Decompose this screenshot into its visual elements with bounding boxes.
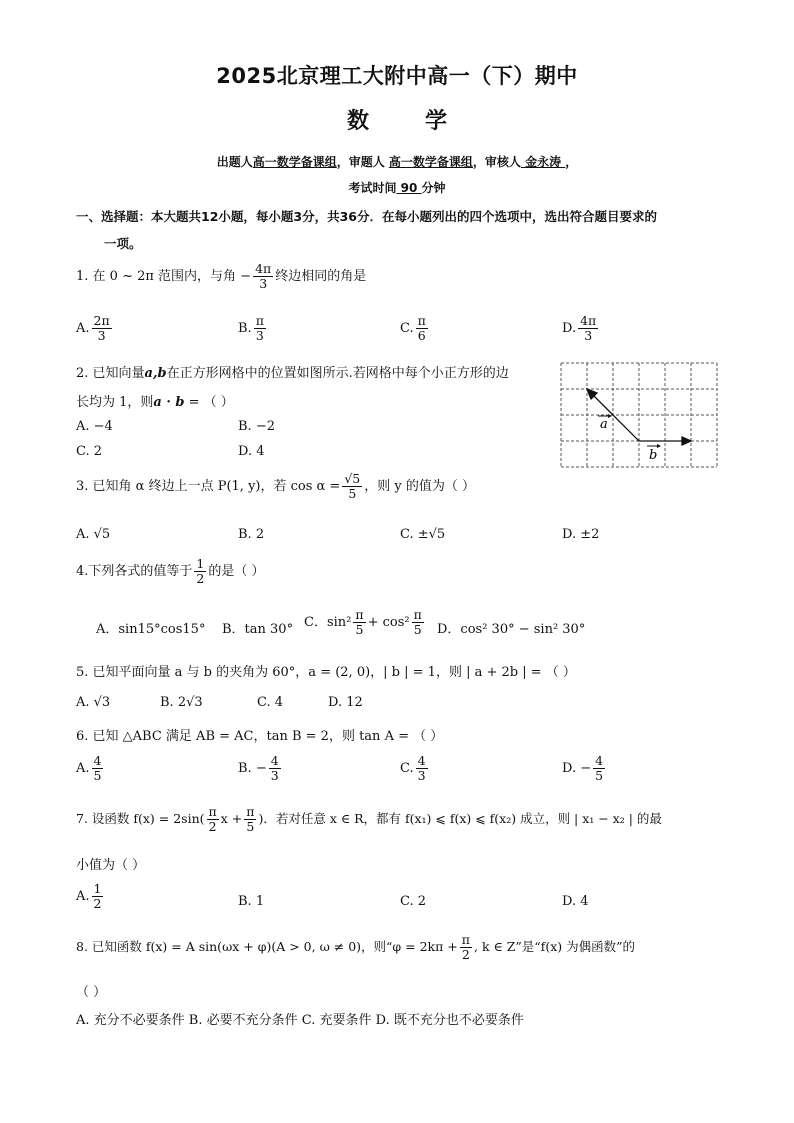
q1-fraction: $\frac{4\pi}{3}$ bbox=[255, 261, 272, 291]
reviewer-label: ，审题人 bbox=[336, 155, 389, 169]
q2-option-d[interactable]: D. 4 bbox=[238, 444, 265, 459]
q3-fraction: $\frac{√5}{5}$ bbox=[344, 471, 361, 501]
exam-time-unit: 分钟 bbox=[421, 181, 446, 195]
approver-label: ，审核人 bbox=[472, 155, 521, 169]
section-heading: 一、选择题：本大题共12小题，每小题3分，共36分．在每小题列出的四个选项中，选出符合题目要求的 bbox=[76, 209, 657, 224]
exam-time-value: 90 bbox=[396, 181, 422, 195]
q6-option-c[interactable]: C. $\frac{4}{3}$ bbox=[400, 753, 426, 783]
subject-title bbox=[0, 104, 794, 135]
page-title: 2025北京理工大附中高一（下）期中 bbox=[216, 64, 578, 88]
q1-option-c[interactable]: C. $\frac{\pi}{6}$ bbox=[400, 313, 426, 343]
q6-option-d[interactable]: D. − $\frac{4}{5}$ bbox=[562, 753, 604, 783]
q1-option-b[interactable]: B. $\frac{\pi}{3}$ bbox=[238, 313, 264, 343]
q4-option-d[interactable]: D．cos² 30° − sin² 30° bbox=[437, 622, 586, 637]
q7-option-b[interactable]: B. 1 bbox=[238, 894, 265, 909]
q3-option-d[interactable]: D. ±2 bbox=[562, 527, 600, 542]
q3-option-c[interactable]: C. ±√5 bbox=[400, 527, 446, 542]
question-1 bbox=[76, 262, 366, 291]
q2-dot-product: a · b bbox=[153, 395, 185, 410]
reviewer-value: 高一数学备课组 bbox=[388, 155, 473, 169]
q1-option-d[interactable]: D. $\frac{4\pi}{3}$ bbox=[562, 313, 597, 343]
author-label: 出题人 bbox=[216, 155, 253, 169]
q5-option-a[interactable]: A. √3 bbox=[76, 695, 111, 710]
q5-option-d[interactable]: D. 12 bbox=[328, 695, 363, 710]
exam-time-line bbox=[0, 179, 794, 196]
question-7: 7. 设函数 f(x) = 2sin( $\frac{\pi}{2}$ x + $\frac{\pi}{5}$ )．若对任意 x ∈ R，都有 f(x₁) ⩽ f(x) ⩽ f(x₂) 成立，则 | x₁ − x₂ | 的最 bbox=[76, 804, 662, 834]
q2-vectors: a,b bbox=[144, 366, 167, 381]
exam-time-label: 考试时间 bbox=[348, 181, 397, 195]
question-2-cont: 长均为 1，则a · b = （ ） bbox=[76, 395, 234, 410]
q7-option-d[interactable]: D. 4 bbox=[562, 894, 589, 909]
question-6: 6. 已知 △ABC 满足 AB = AC，tan B = 2，则 tan A = （ ） bbox=[76, 729, 444, 744]
q1-option-a[interactable]: A. $\frac{2\pi}{3}$ bbox=[76, 313, 110, 343]
q2-option-a[interactable]: A. −4 bbox=[76, 419, 113, 434]
question-8-cont: （ ） bbox=[76, 985, 107, 1000]
q6-option-b[interactable]: B. − $\frac{4}{3}$ bbox=[238, 753, 279, 783]
q2-option-b[interactable]: B. −2 bbox=[238, 419, 275, 434]
question-8: 8. 已知函数 f(x) = A sin(ωx + φ)(A > 0, ω ≠ 0)，则“φ = 2kπ + $\frac{\pi}{2}$ , k ∈ Z”是“f(x) 为偶函数”的 bbox=[76, 932, 635, 962]
q5-option-b[interactable]: B. 2√3 bbox=[160, 695, 203, 710]
vector-a-label: a bbox=[600, 417, 608, 432]
q6-option-a[interactable]: A. $\frac{4}{5}$ bbox=[76, 753, 102, 783]
q1-text-end: 终边相同的角是 bbox=[275, 268, 367, 284]
section-heading-cont: 一项。 bbox=[104, 236, 142, 251]
vector-b-label: b bbox=[649, 448, 658, 463]
subject-char-2: 学 bbox=[425, 109, 448, 134]
author-value: 高一数学备课组 bbox=[252, 155, 337, 169]
q3-option-a[interactable]: A. √5 bbox=[76, 527, 111, 542]
author-line bbox=[0, 153, 794, 170]
q8-options[interactable]: A. 充分不必要条件 B. 必要不充分条件 C. 充要条件 D. 既不充分也不必要条件 bbox=[76, 1013, 524, 1028]
subject-char-1: 数 bbox=[346, 109, 369, 134]
question-7-cont: 小值为（ ） bbox=[76, 858, 146, 873]
q7-option-c[interactable]: C. 2 bbox=[400, 894, 427, 909]
question-3: 3. 已知角 α 终边上一点 P(1, y)，若 cos α = $\frac{√5}{5}$ ，则 y 的值为（ ） bbox=[76, 471, 476, 501]
q1-text: 1. 在 0 ~ 2π 范围内，与角 − bbox=[76, 268, 252, 284]
q7-option-a[interactable]: A. $\frac{1}{2}$ bbox=[76, 881, 102, 911]
question-2: 2. 已知向量a,b在正方形网格中的位置如图所示.若网格中每个小正方形的边 bbox=[76, 366, 509, 381]
q3-option-b[interactable]: B. 2 bbox=[238, 527, 265, 542]
author-line-end: ， bbox=[565, 155, 578, 169]
q5-option-c[interactable]: C. 4 bbox=[257, 695, 284, 710]
q4-option-c[interactable]: C．sin² $\frac{\pi}{5}$ + cos² $\frac{\pi}{5}$ bbox=[304, 607, 422, 637]
q4-option-b[interactable]: B．tan 30° bbox=[222, 622, 294, 637]
q4-option-a[interactable]: A．sin15°cos15° bbox=[96, 622, 206, 637]
vector-grid-figure bbox=[560, 362, 718, 468]
approver-value: 金永涛 bbox=[520, 155, 566, 169]
q4-fraction: $\frac{1}{2}$ bbox=[196, 556, 205, 586]
question-4: 4.下列各式的值等于 $\frac{1}{2}$ 的是（ ） bbox=[76, 556, 265, 586]
q2-option-c[interactable]: C. 2 bbox=[76, 444, 103, 459]
vector-a-arrow bbox=[590, 392, 639, 441]
question-5: 5. 已知平面向量 a 与 b 的夹角为 60°，a = (2, 0)，| b | = 1，则 | a + 2b | = （ ） bbox=[76, 665, 576, 680]
